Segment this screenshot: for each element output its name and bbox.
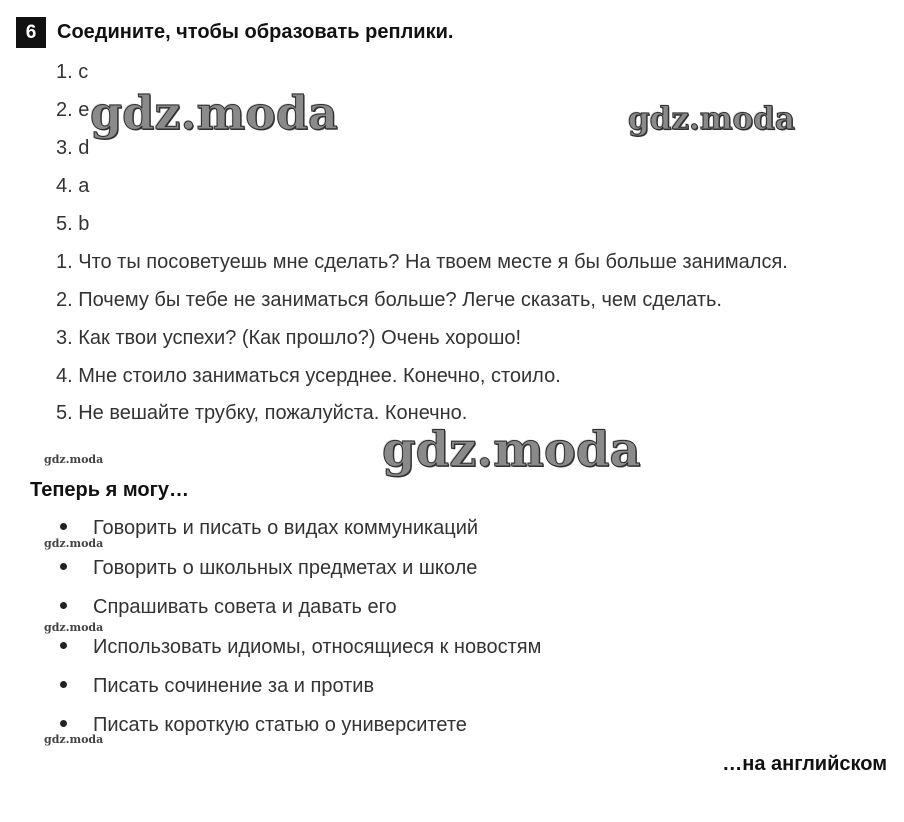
dialogue-line: 4. Мне стоило заниматься усерднее. Конечно, стоило. <box>56 365 561 387</box>
can-do-item <box>60 636 541 659</box>
dialogue-line: 2. Почему бы тебе не заниматься больше? Легче сказать, чем сделать. <box>56 289 722 311</box>
watermark-large: gdz.moda <box>90 86 338 140</box>
bullet-icon <box>60 563 67 570</box>
match-line: 1. c <box>56 61 89 83</box>
watermark-small: gdz.moda <box>44 621 104 634</box>
can-do-item-label: Писать короткую статью о университете <box>93 714 467 736</box>
footer-note: …на английском <box>722 753 887 775</box>
dialogue-line: 3. Как твои успехи? (Как прошло?) Очень хорошо! <box>56 327 522 349</box>
bullet-icon <box>60 720 67 727</box>
watermark-large: gdz.moda <box>628 101 795 137</box>
watermark-small: gdz.moda <box>44 537 104 550</box>
dialogue-line: 1. Что ты посоветуешь мне сделать? На твоем месте я бы больше занимался. <box>56 251 788 273</box>
match-line: 5. b <box>56 213 90 235</box>
task-title: Соедините, чтобы образовать реплики. <box>57 21 454 43</box>
can-do-item-label: Говорить и писать о видах коммуникаций <box>93 517 479 539</box>
bullet-icon <box>60 523 67 530</box>
bullet-icon <box>60 681 67 688</box>
bullet-icon <box>60 602 67 609</box>
can-do-title: Теперь я могу… <box>30 479 190 501</box>
can-do-item-label: Спрашивать совета и давать его <box>93 596 397 618</box>
can-do-item <box>60 557 477 580</box>
task-number-badge: 6 <box>16 17 46 48</box>
watermark-small: gdz.moda <box>44 733 104 746</box>
can-do-item <box>60 596 397 619</box>
can-do-item-label: Писать сочинение за и против <box>93 675 375 697</box>
match-line: 2. e <box>56 99 90 121</box>
can-do-item <box>60 675 374 698</box>
match-line: 4. a <box>56 175 90 197</box>
dialogue-line: 5. Не вешайте трубку, пожалуйста. Конечно. <box>56 402 468 424</box>
watermark-large: gdz.moda <box>382 422 641 478</box>
can-do-item <box>60 517 478 540</box>
can-do-item <box>60 714 467 737</box>
watermark-small: gdz.moda <box>44 453 104 466</box>
can-do-item-label: Использовать идиомы, относящиеся к новостям <box>93 636 542 658</box>
match-line: 3. d <box>56 137 90 159</box>
bullet-icon <box>60 642 67 649</box>
can-do-item-label: Говорить о школьных предметах и школе <box>93 557 478 579</box>
